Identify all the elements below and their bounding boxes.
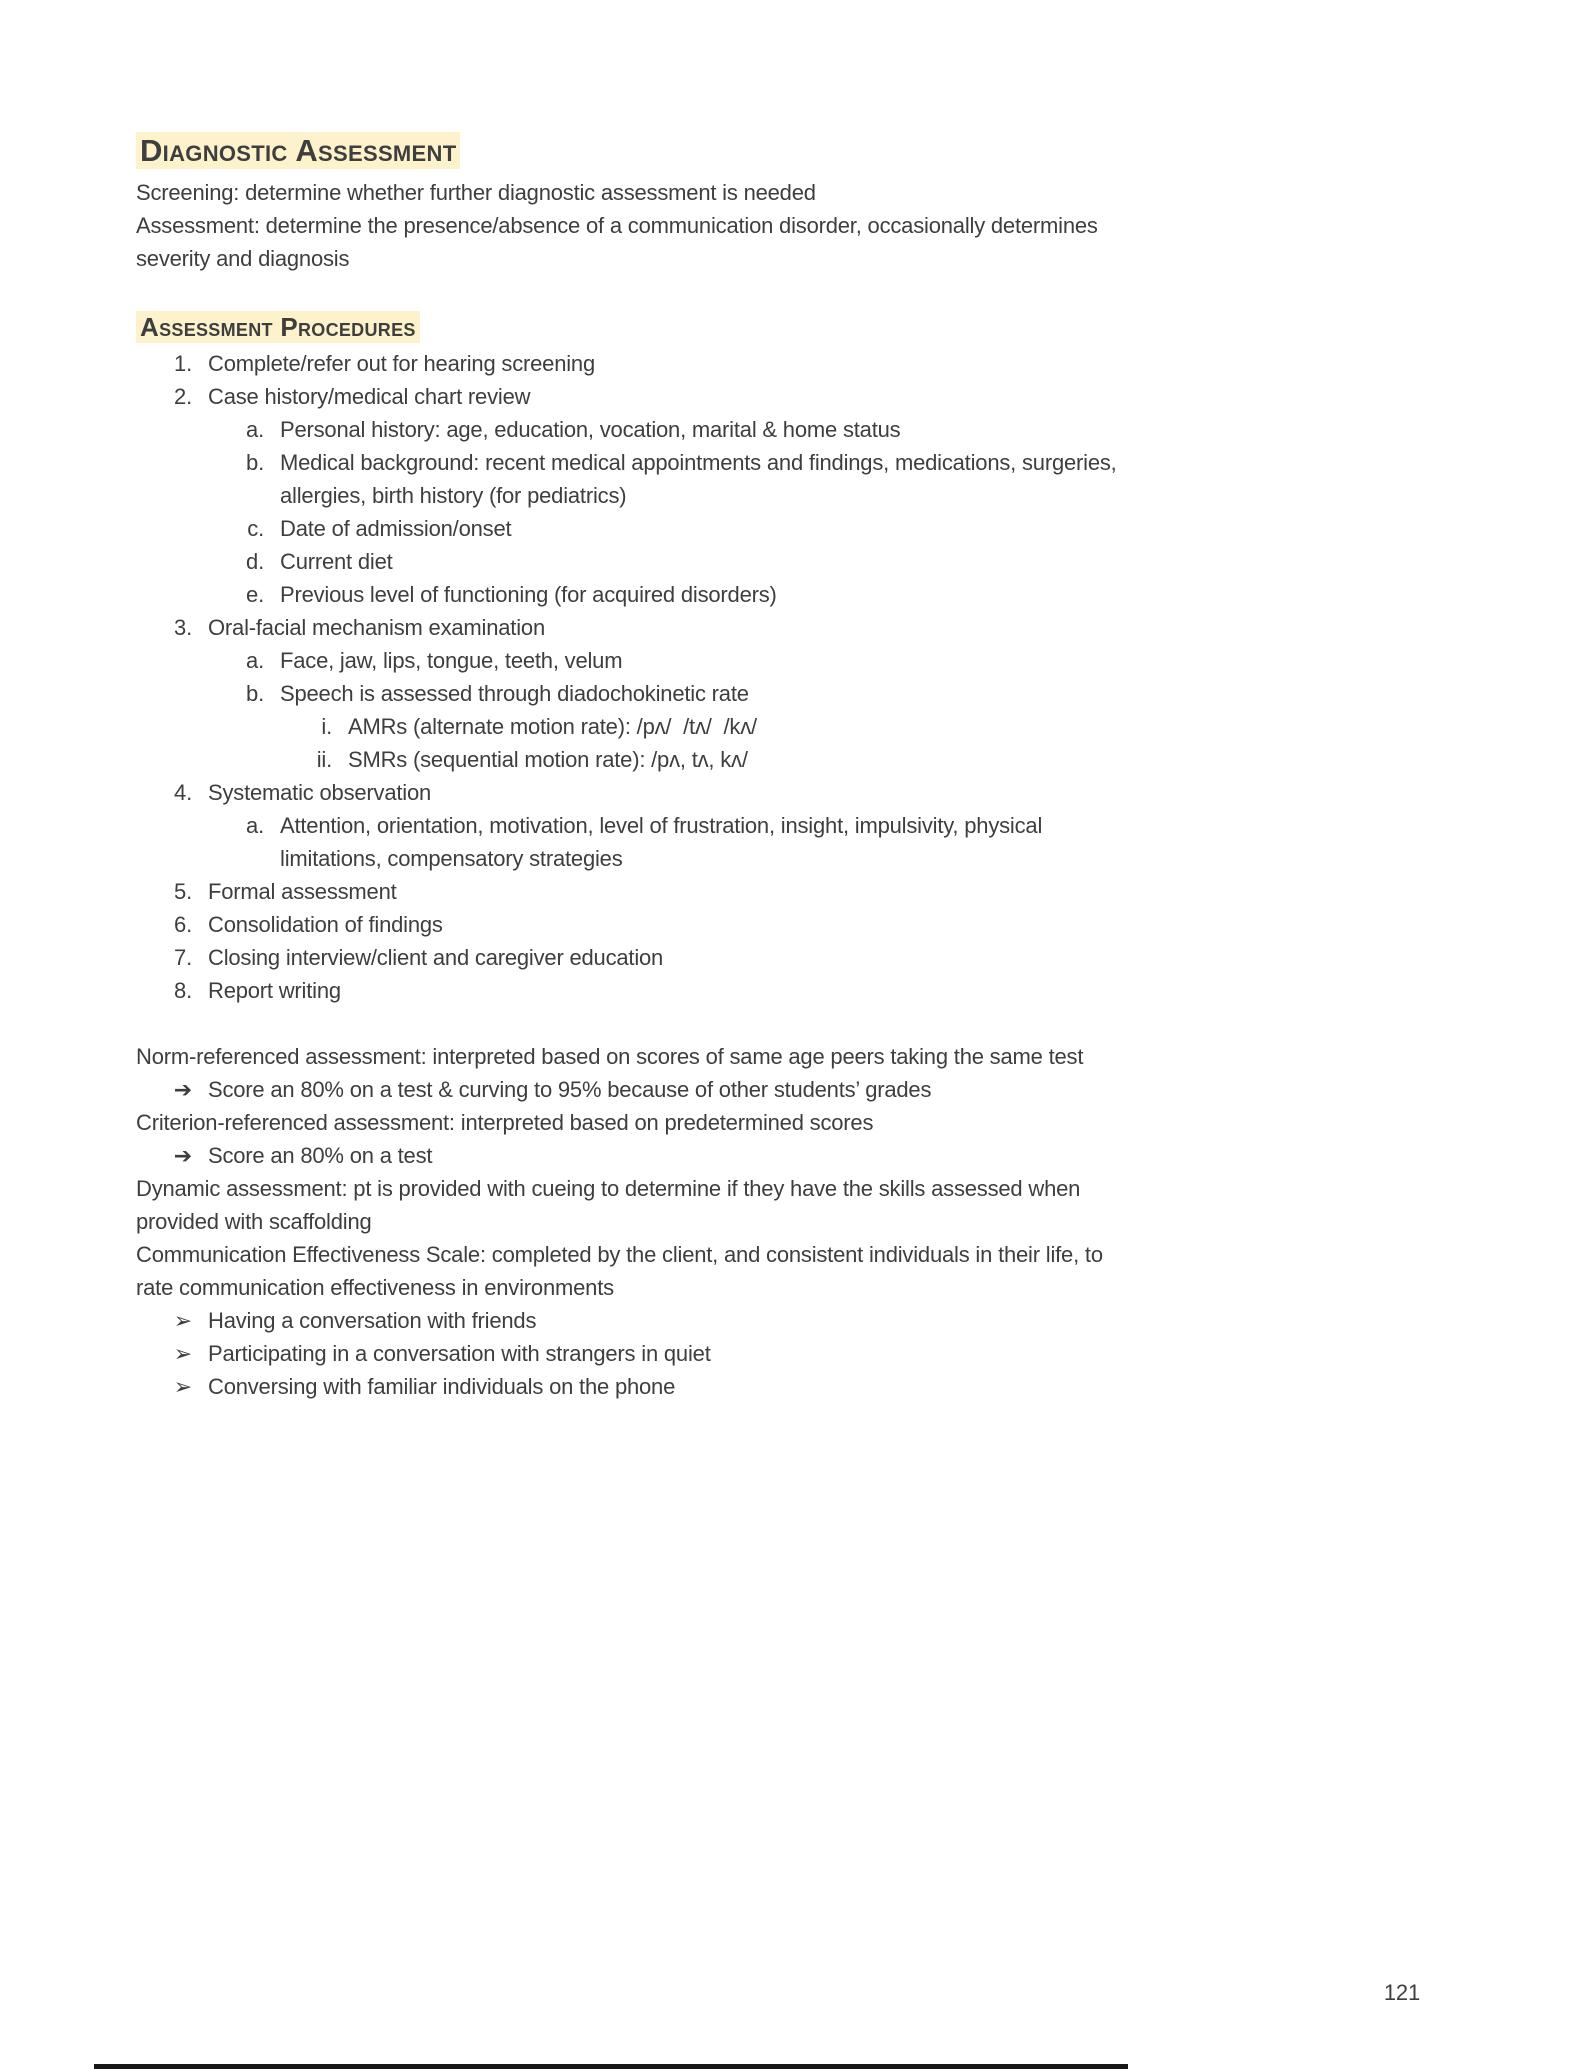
heading-highlight: Assessment Procedures [136, 311, 420, 343]
list-marker: a. [246, 648, 264, 673]
sub-list-item [136, 512, 1121, 545]
list-item-text: Medical background: recent medical appointments and findings, medications, surgeries, allergies, birth history (for pediatrics) [280, 450, 1117, 508]
next-page-edge [94, 2064, 1128, 2069]
list-item-text: Oral-facial mechanism examination [208, 615, 545, 640]
arrowhead-right-icon: ➢ [173, 1308, 192, 1333]
criterion-referenced-example: Score an 80% on a test [208, 1143, 433, 1168]
sub-list-item [136, 644, 1121, 677]
list-item [136, 908, 1121, 941]
arrow-bullet-item [136, 1073, 1121, 1106]
norm-referenced-definition: Norm-referenced assessment: interpreted based on scores of same age peers taking the same test [136, 1044, 1084, 1069]
arrowhead-right-icon: ➢ [173, 1341, 192, 1366]
list-item-text: Systematic observation [208, 780, 432, 805]
list-item-text: Face, jaw, lips, tongue, teeth, velum [280, 648, 623, 673]
list-marker: 7. [174, 945, 192, 970]
list-marker: 3. [174, 615, 192, 640]
list-item [136, 875, 1121, 908]
norm-referenced-example: Score an 80% on a test & curving to 95% because of other students’ grades [208, 1077, 932, 1102]
list-item [136, 347, 1121, 380]
list-marker: e. [246, 582, 264, 607]
list-item-text: Formal assessment [208, 879, 397, 904]
sub-list-item [136, 677, 1121, 710]
page-content [136, 130, 1121, 1403]
arrowhead-right-icon: ➢ [173, 1374, 192, 1399]
list-marker: c. [247, 516, 264, 541]
list-item [136, 776, 1121, 809]
list-marker: ii. [316, 747, 332, 772]
communication-effectiveness-scale-definition: Communication Effectiveness Scale: completed by the client, and consistent individuals in their life, to rate communication effectiveness in environments [136, 1242, 1103, 1300]
list-item-text: Closing interview/client and caregiver education [208, 945, 664, 970]
list-item-text: Previous level of functioning (for acquired disorders) [280, 582, 777, 607]
list-marker: 6. [174, 912, 192, 937]
sub-list-item [136, 809, 1121, 875]
list-marker: b. [246, 450, 264, 475]
sub-list-item [136, 446, 1121, 512]
sub-sub-list-item [136, 743, 1121, 776]
sub-list-item [136, 578, 1121, 611]
arrowhead-bullet-item [136, 1337, 1121, 1370]
list-item-text: Report writing [208, 978, 341, 1003]
sub-list-item [136, 545, 1121, 578]
list-marker: b. [246, 681, 264, 706]
arrowhead-bullet-item [136, 1370, 1121, 1403]
assessment-types-section [136, 1040, 1121, 1403]
heading-highlight: Diagnostic Assessment [136, 132, 460, 169]
list-marker: 5. [174, 879, 192, 904]
ces-example: Participating in a conversation with strangers in quiet [208, 1341, 711, 1366]
ces-example: Conversing with familiar individuals on the phone [208, 1374, 676, 1399]
list-item-text: Case history/medical chart review [208, 384, 531, 409]
list-item-text: Speech is assessed through diadochokinetic rate [280, 681, 749, 706]
list-marker: a. [246, 417, 264, 442]
list-item-text: Complete/refer out for hearing screening [208, 351, 595, 376]
list-marker: i. [321, 714, 332, 739]
list-item [136, 941, 1121, 974]
sub-list-item [136, 413, 1121, 446]
list-item-text: Personal history: age, education, vocation, marital & home status [280, 417, 901, 442]
list-item [136, 974, 1121, 1007]
list-marker: 4. [174, 780, 192, 805]
list-marker: d. [246, 549, 264, 574]
list-marker: 2. [174, 384, 192, 409]
list-item-text: Attention, orientation, motivation, level of frustration, insight, impulsivity, physical limitations, compensatory strategies [280, 813, 1043, 871]
section-heading-assessment-procedures [136, 309, 1121, 345]
list-item-text: Current diet [280, 549, 393, 574]
list-item-text: SMRs (sequential motion rate): /pʌ, tʌ, kʌ/ [348, 747, 748, 772]
right-arrow-icon: ➔ [173, 1077, 192, 1102]
list-marker: a. [246, 813, 264, 838]
procedures-list [136, 347, 1121, 1007]
list-item [136, 380, 1121, 413]
list-item-text: Consolidation of findings [208, 912, 443, 937]
sub-sub-list-item [136, 710, 1121, 743]
arrowhead-bullet-item [136, 1304, 1121, 1337]
list-marker: 1. [174, 351, 192, 376]
list-item [136, 611, 1121, 644]
dynamic-assessment-definition: Dynamic assessment: pt is provided with cueing to determine if they have the skills assessed when provided with scaffolding [136, 1176, 1081, 1234]
list-item-text: AMRs (alternate motion rate): /pʌ/ /tʌ/ /kʌ/ [348, 714, 757, 739]
criterion-referenced-definition: Criterion-referenced assessment: interpreted based on predetermined scores [136, 1110, 874, 1135]
list-marker: 8. [174, 978, 192, 1003]
assessment-definition: Assessment: determine the presence/absence of a communication disorder, occasionally determines severity and diagnosis [136, 213, 1098, 271]
arrow-bullet-item [136, 1139, 1121, 1172]
page-number: 121 [1383, 1980, 1420, 2005]
right-arrow-icon: ➔ [173, 1143, 192, 1168]
screening-definition: Screening: determine whether further diagnostic assessment is needed [136, 180, 816, 205]
section-heading-diagnostic-assessment [136, 130, 1121, 172]
list-item-text: Date of admission/onset [280, 516, 512, 541]
ces-example: Having a conversation with friends [208, 1308, 537, 1333]
